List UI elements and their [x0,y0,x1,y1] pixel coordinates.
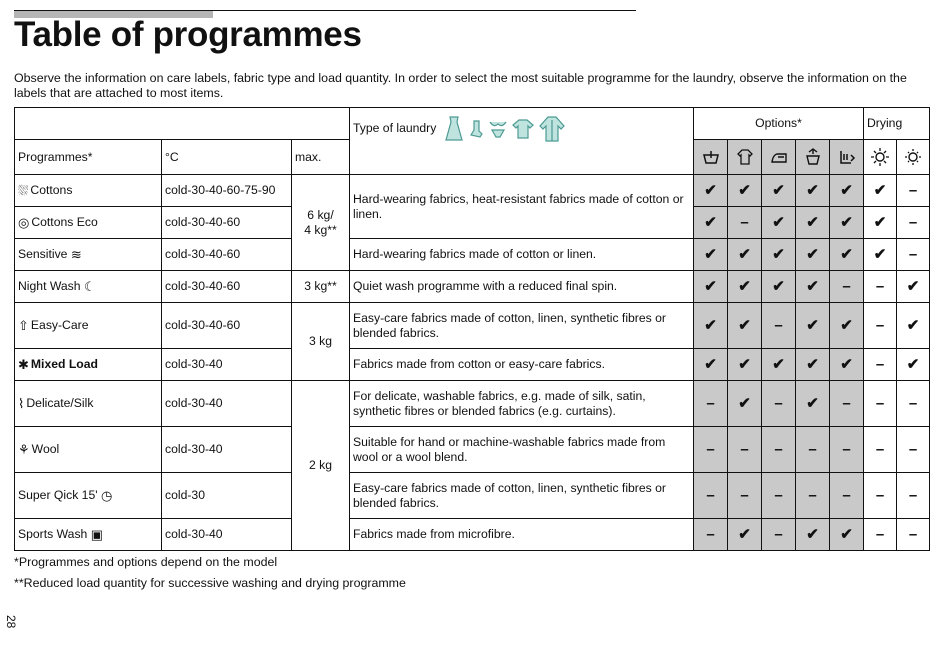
option-mark [796,175,830,207]
dash-icon: – [706,394,715,412]
check-icon: ✔ [840,355,853,373]
option-mark [694,381,728,427]
dash-icon: – [875,394,885,412]
check-icon: ✔ [772,355,785,373]
check-icon: ✔ [873,181,887,199]
dash-icon: – [706,440,715,458]
option-mark [796,303,830,349]
check-icon: ✔ [906,355,920,373]
drying-mark [864,207,897,239]
table-row [15,271,930,303]
check-icon: ✔ [772,181,785,199]
dash-icon: – [706,525,715,543]
socks-icon [469,120,483,138]
option-mark [728,303,762,349]
option-mark [728,175,762,207]
drying-mark [897,207,930,239]
dash-icon: – [908,181,918,199]
dash-icon: – [875,316,885,334]
programme-name: Wool [31,441,60,456]
dash-icon: – [774,525,783,543]
check-icon: ✔ [806,355,819,373]
drying-mark [897,239,930,271]
drying-mark [864,239,897,271]
option-mark [796,519,830,551]
option-mark [830,519,864,551]
option-mark [762,473,796,519]
option-mark [830,271,864,303]
table-row [15,427,930,473]
dash-icon: – [908,440,918,458]
programme-name: Easy-Care [30,317,89,332]
programme-name: Sensitive [18,246,68,261]
check-icon: ✔ [806,213,819,231]
programme-name-cell [15,271,162,303]
laundry-description-cell: For delicate, washable fabrics, e.g. made of silk, satin, synthetic fibres or blended fabrics (e.g. curtains). [350,381,694,427]
sports-icon: ▣ [90,527,103,543]
drying-mark [897,519,930,551]
shirt-icon [735,147,755,167]
table-row [15,519,930,551]
programme-name: Sports Wash [18,526,88,541]
option-mark [728,239,762,271]
drying-header: Drying [864,108,930,140]
option-mark [830,381,864,427]
laundry-description-cell: Fabrics made from cotton or easy-care fabrics. [350,349,694,381]
dress-icon [444,116,464,142]
table-row [15,303,930,349]
check-icon: ✔ [806,316,819,334]
option-mark [762,349,796,381]
page-title: Table of programmes [14,15,362,54]
programme-rows [15,175,930,551]
check-icon: ✔ [704,316,717,334]
rinse-icon [803,147,823,167]
drying-mark [864,303,897,349]
lingerie-icon [489,119,507,139]
dash-icon: – [740,440,749,458]
option-mark [796,473,830,519]
cottons-icon: ⛆ [18,183,29,199]
programme-table [14,107,930,551]
option-mark [762,207,796,239]
temperature-cell: cold-30-40 [162,427,292,473]
programme-name-cell [15,207,162,239]
spin-icon [837,147,857,167]
check-icon: ✔ [738,181,751,199]
sun-outline-icon [903,147,923,167]
dash-icon: – [774,440,783,458]
temperature-cell: cold-30-40-60 [162,271,292,303]
dash-icon: – [908,394,918,412]
option-mark [762,519,796,551]
check-icon: ✔ [840,525,853,543]
iron-icon [769,147,789,167]
temperature-cell: cold-30-40-60 [162,239,292,271]
drying-mark [897,303,930,349]
laundry-description-cell: Hard-wearing fabrics made of cotton or linen. [350,239,694,271]
max-header: max. [292,140,350,175]
option-mark [762,427,796,473]
laundry-description-cell: Hard-wearing fabrics, heat-resistant fabrics made of cotton or linen. [350,175,694,239]
check-icon: ✔ [806,277,819,295]
check-icon: ✔ [738,355,751,373]
delicate-icon: ⌇ [18,396,25,412]
option-mark [728,381,762,427]
dash-icon: – [842,277,851,295]
programme-name-cell [15,473,162,519]
drying-mark [864,175,897,207]
dash-icon: – [808,440,817,458]
footnote-reduced-load: **Reduced load quantity for successive washing and drying programme [14,576,406,590]
check-icon: ✔ [840,245,853,263]
check-icon: ✔ [806,525,819,543]
dash-icon: – [875,486,885,504]
dash-icon: – [842,486,851,504]
programme-name: Mixed Load [30,356,98,371]
check-icon: ✔ [806,245,819,263]
easy-care-icon: ⇧ [18,318,29,334]
option-mark [830,427,864,473]
jacket-icon [539,116,565,142]
check-icon: ✔ [840,213,853,231]
programme-name-cell [15,519,162,551]
programmes-header: Programmes* [15,140,162,175]
option-mark [796,239,830,271]
temperature-cell: cold-30-40-60 [162,207,292,239]
drying-mark [864,427,897,473]
options-header: Options* [694,108,864,140]
check-icon: ✔ [738,277,751,295]
programme-name: Cottons [30,182,73,197]
sun-icon [870,147,890,167]
drying-mark [897,381,930,427]
option-mark [762,175,796,207]
programme-name: Delicate/Silk [26,395,94,410]
dash-icon: – [875,525,885,543]
temperature-cell: cold-30-40 [162,519,292,551]
temperature-cell: cold-30-40 [162,349,292,381]
footnote-programmes: *Programmes and options depend on the model [14,555,278,569]
laundry-description-cell: Fabrics made from microfibre. [350,519,694,551]
temperature-cell: cold-30-40-60 [162,303,292,349]
laundry-description-cell: Easy-care fabrics made of cotton, linen, synthetic fibres or blended fabrics. [350,303,694,349]
table-row [15,175,930,207]
temperature-cell: cold-30-40 [162,381,292,427]
wool-icon: ⚘ [18,442,30,458]
moon-icon: ☾ [83,279,96,295]
dash-icon: – [808,486,817,504]
table-row [15,381,930,427]
option-mark [728,271,762,303]
max-load-cell: 3 kg [292,303,350,381]
temperature-cell: cold-30-40-60-75-90 [162,175,292,207]
option-mark [762,381,796,427]
programme-name-cell [15,427,162,473]
check-icon: ✔ [873,213,887,231]
table-row [15,349,930,381]
check-icon: ✔ [738,394,751,412]
drying-mark [864,381,897,427]
option-mark [694,239,728,271]
check-icon: ✔ [906,316,920,334]
option-mark [728,349,762,381]
laundry-description-cell: Easy-care fabrics made of cotton, linen, synthetic fibres or blended fabrics. [350,473,694,519]
programme-name-cell [15,349,162,381]
dash-icon: – [706,486,715,504]
programme-name-cell [15,239,162,271]
temp-header: °C [162,140,292,175]
programme-name-cell [15,303,162,349]
clock-icon: ◷ [100,488,113,504]
check-icon: ✔ [840,181,853,199]
option-mark [830,349,864,381]
check-icon: ✔ [806,181,819,199]
dash-icon: – [908,213,918,231]
temperature-cell: cold-30 [162,473,292,519]
table-row [15,239,930,271]
check-icon: ✔ [704,213,717,231]
programme-name-cell [15,381,162,427]
programme-name: Cottons Eco [31,214,98,229]
check-icon: ✔ [738,245,751,263]
check-icon: ✔ [806,394,819,412]
check-icon: ✔ [704,245,717,263]
dash-icon: – [908,525,918,543]
dash-icon: – [774,316,783,334]
dash-icon: – [842,440,851,458]
drying-mark [897,473,930,519]
option-mark [694,175,728,207]
table-row [15,473,930,519]
option-mark [694,303,728,349]
dash-icon: – [908,245,918,263]
option-mark [728,207,762,239]
dash-icon: – [774,394,783,412]
check-icon: ✔ [704,277,717,295]
mixed-icon: ✱ [18,357,29,373]
option-mark [762,271,796,303]
option-mark [830,239,864,271]
check-icon: ✔ [738,525,751,543]
option-mark [694,207,728,239]
dash-icon: – [875,440,885,458]
option-mark [694,427,728,473]
option-mark [796,381,830,427]
dash-icon: – [774,486,783,504]
option-mark [728,473,762,519]
option-mark [694,271,728,303]
option-mark [796,271,830,303]
drying-mark [864,271,897,303]
max-load-cell: 2 kg [292,381,350,551]
option-mark [830,473,864,519]
option-mark [796,349,830,381]
drying-mark [897,349,930,381]
option-mark [694,519,728,551]
check-icon: ✔ [738,316,751,334]
check-icon: ✔ [704,355,717,373]
check-icon: ✔ [772,245,785,263]
dash-icon: – [875,277,885,295]
eco-icon: ◎ [18,215,30,231]
max-load-cell: 3 kg** [292,271,350,303]
programme-name: Super Qick 15' [18,487,98,502]
sensitive-icon: ≋ [70,247,82,263]
basin-icon [701,147,721,167]
programme-name: Night Wash [18,278,81,293]
shirt-icon [512,119,534,139]
header-empty [15,108,350,140]
dash-icon: – [842,394,851,412]
option-mark [694,349,728,381]
option-mark [762,239,796,271]
dash-icon: – [740,486,749,504]
laundry-description-cell: Quiet wash programme with a reduced final spin. [350,271,694,303]
dash-icon: – [875,355,885,373]
laundry-description-cell: Suitable for hand or machine-washable fabrics made from wool or a wool blend. [350,427,694,473]
drying-mark [897,175,930,207]
option-mark [796,427,830,473]
drying-mark [864,473,897,519]
option-mark [830,303,864,349]
option-mark [694,473,728,519]
option-mark [728,427,762,473]
check-icon: ✔ [772,213,785,231]
dash-icon: – [740,213,749,231]
page-number: 28 [4,615,18,629]
programme-name-cell [15,175,162,207]
type-of-laundry-header: Type of laundry [350,108,694,175]
check-icon: ✔ [840,316,853,334]
drying-mark [864,349,897,381]
intro-text: Observe the information on care labels, fabric type and load quantity. In order to select the most suitable programme for the laundry, observe the information on the labels that are attached to most items. [14,71,907,100]
check-icon: ✔ [772,277,785,295]
option-mark [830,175,864,207]
check-icon: ✔ [906,277,920,295]
option-mark [796,207,830,239]
dash-icon: – [908,486,918,504]
drying-mark [897,271,930,303]
max-load-cell: 6 kg/ 4 kg** [292,175,350,271]
option-mark [830,207,864,239]
option-mark [728,519,762,551]
check-icon: ✔ [704,181,717,199]
option-mark [762,303,796,349]
drying-mark [897,427,930,473]
drying-mark [864,519,897,551]
check-icon: ✔ [873,245,887,263]
